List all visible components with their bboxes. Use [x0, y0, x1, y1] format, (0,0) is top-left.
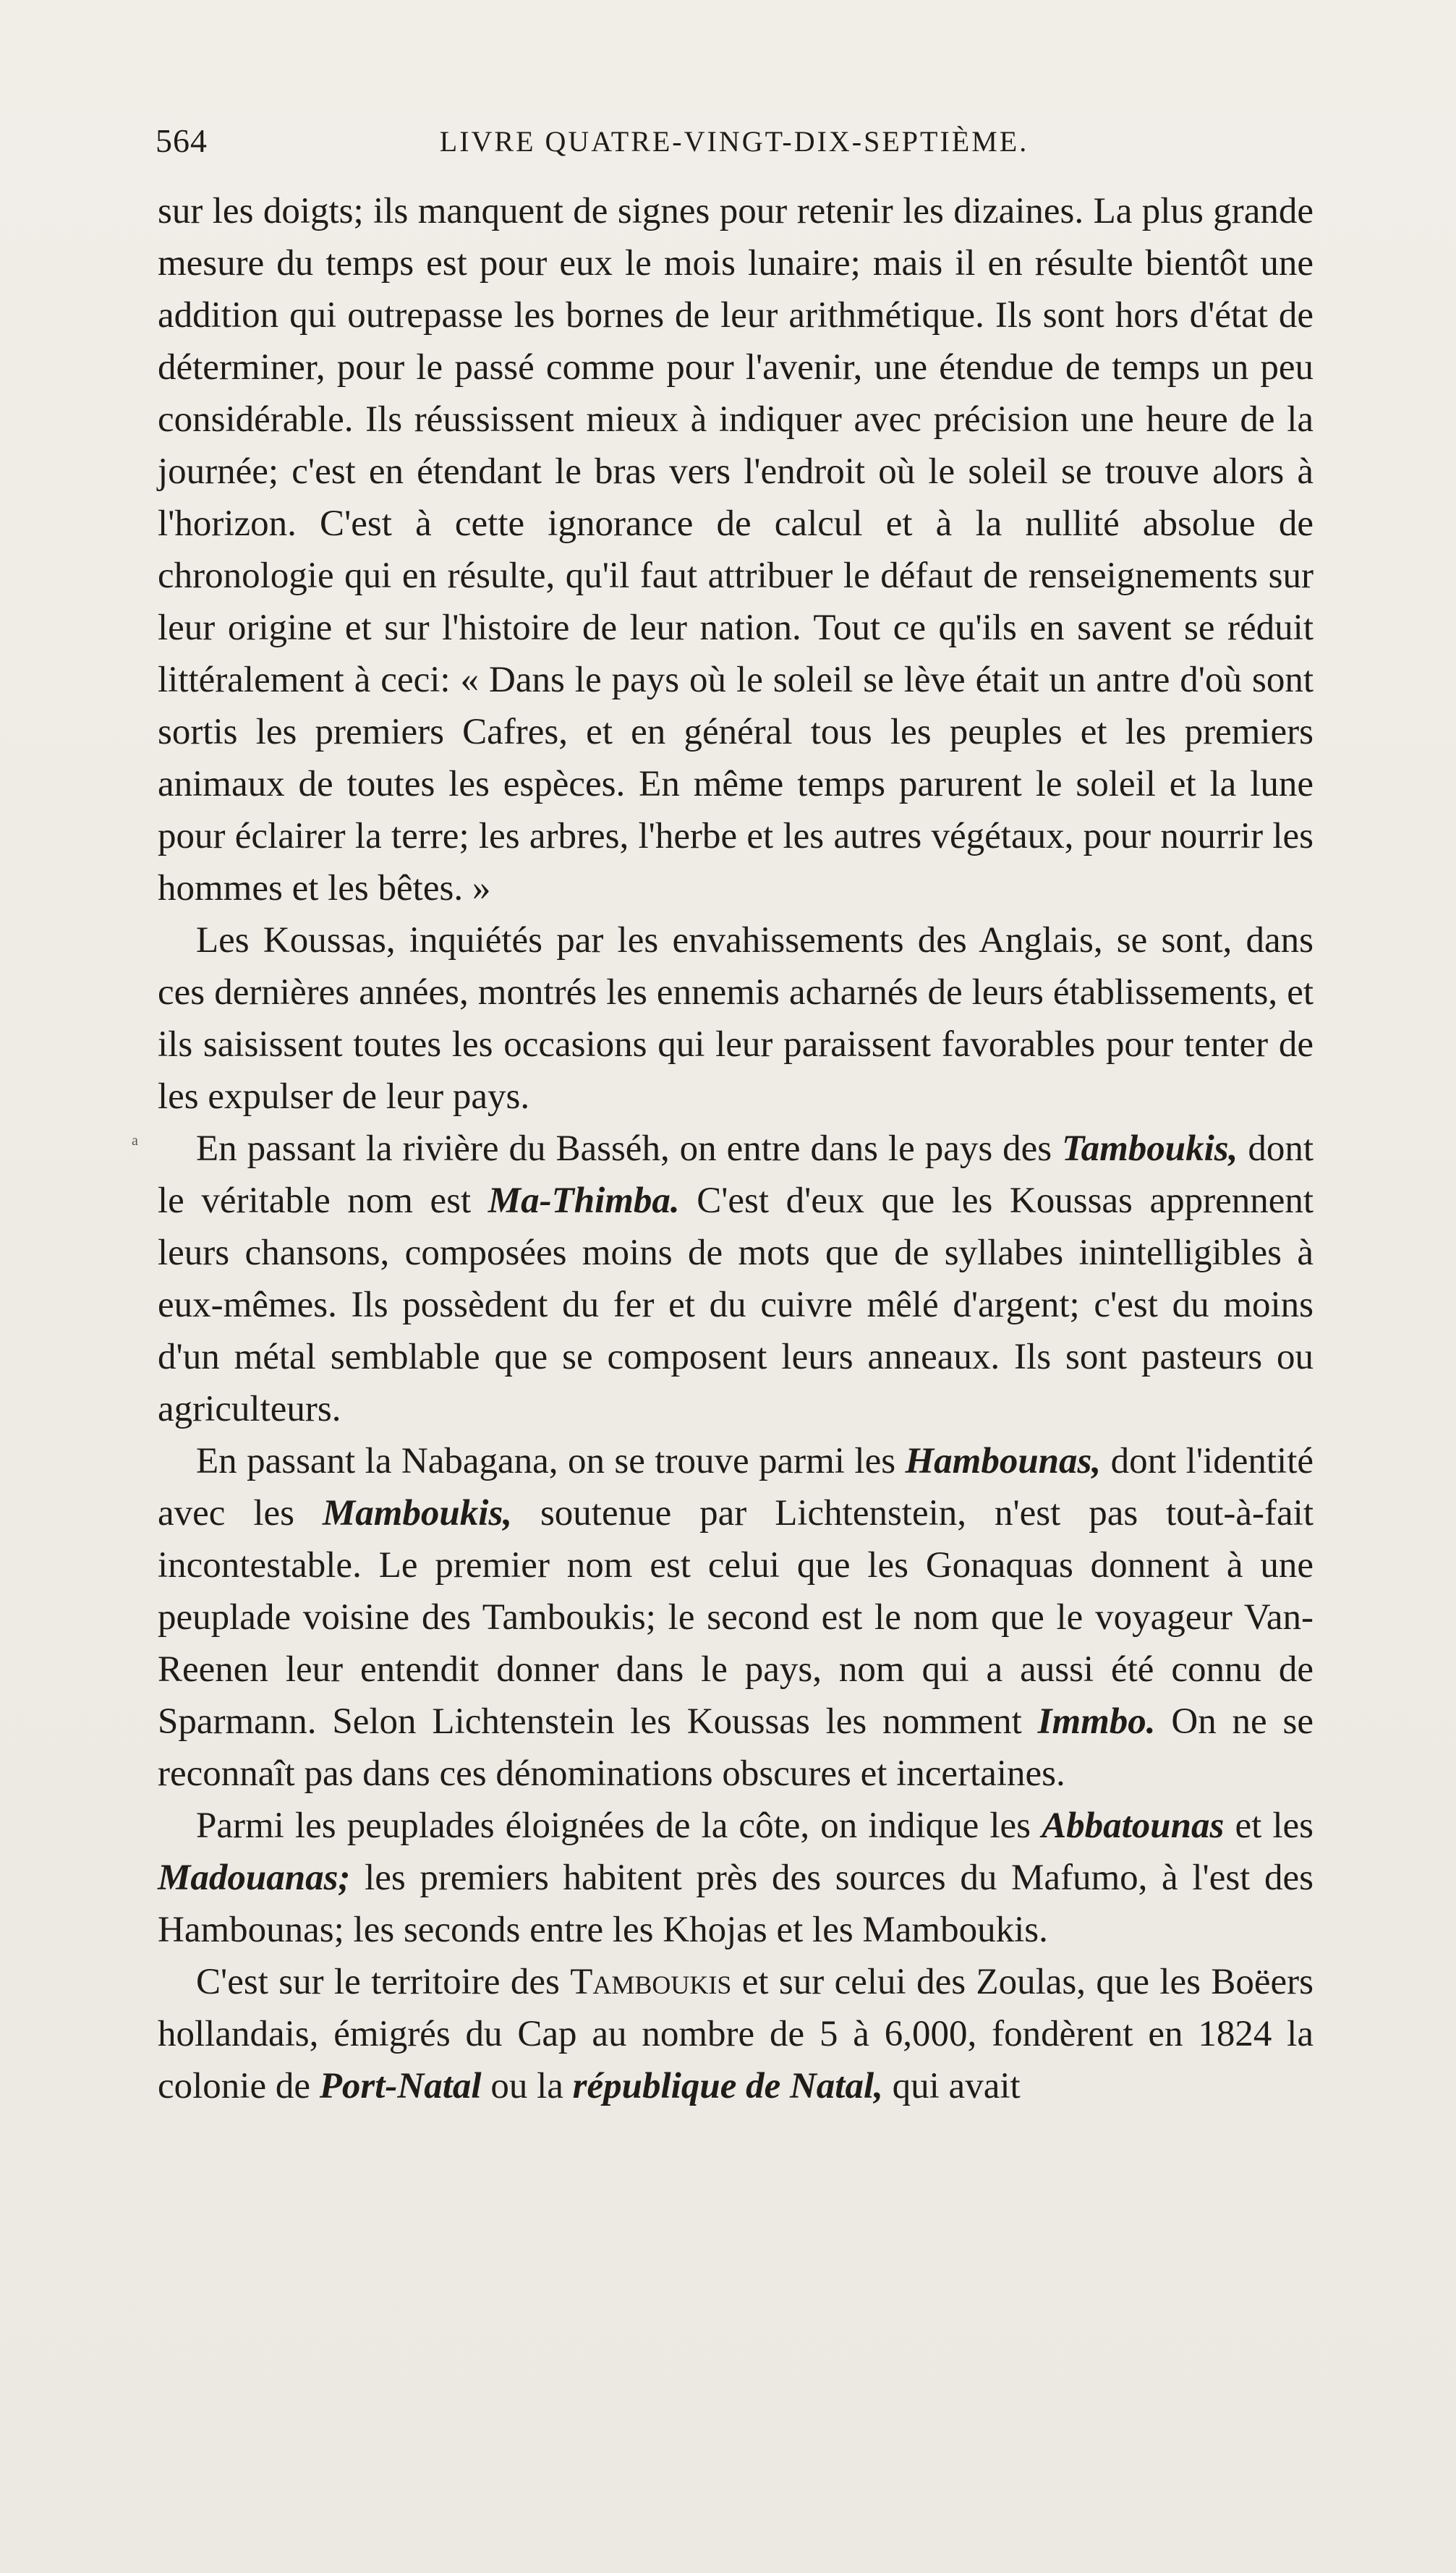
text-run: dont le véritable nom est — [158, 1128, 1314, 1221]
body-text — [158, 185, 1314, 2112]
italic-term: Madouanas; — [158, 1858, 351, 1898]
text-run: On ne se reconnaît pas dans ces dénominations obscures et incertaines. — [158, 1701, 1314, 1794]
italic-term: Mamboukis, — [322, 1493, 513, 1534]
paragraph — [158, 1800, 1314, 1956]
text-run: C'est d'eux que les Koussas apprennent leurs chansons, composées moins de mots que de syllabes inintelligibles à eux-mêmes. Ils possèdent du fer et du cuivre mêlé d'argent; c'est du moins d'un métal semblable que se composent leurs anneaux. Ils sont pasteurs ou agriculteurs. — [158, 1181, 1314, 1429]
paragraph — [158, 1123, 1314, 1435]
text-run: Les Koussas, inquiétés par les envahissements des Anglais, se sont, dans ces dernières années, montrés les ennemis acharnés de leurs établissements, et ils saisissent toutes les occasions qui leur paraissent favorables pour tenter de les expulser de leur pays. — [158, 920, 1314, 1117]
italic-term: Immbo. — [1037, 1701, 1156, 1742]
paragraph — [158, 1435, 1314, 1800]
text-run: dont l'identité avec les — [158, 1441, 1314, 1534]
text-run: les premiers habitent près des sources du Mafumo, à l'est des Hambounas; les seconds entre les Khojas et les Mamboukis. — [158, 1858, 1314, 1950]
italic-term: Tamboukis, — [1062, 1128, 1238, 1169]
paragraph — [158, 914, 1314, 1123]
small-caps-term: Tamboukis — [570, 1962, 732, 2002]
italic-term: Port-Natal — [319, 2066, 482, 2106]
page-number: 564 — [156, 122, 208, 159]
italic-term: Ma-Thimba. — [488, 1181, 680, 1221]
text-run: ou la — [481, 2066, 573, 2106]
italic-term: Hambounas, — [905, 1441, 1102, 1481]
text-run: sur les doigts; ils manquent de signes pour retenir les dizaines. La plus grande mesure du temps est pour eux le mois lunaire; mais il en résulte bientôt une addition qui outrepasse les bornes de leur arithmétique. Ils sont hors d'état de déterminer, pour le passé comme pour l'avenir, une étendue de temps un peu considérable. Ils réussissent mieux à indiquer avec précision une heure de la journée; c'est en étendant le bras vers l'endroit où le soleil se trouve alors à l'horizon. C'est à cette ignorance de calcul et à la nullité absolue de chronologie qui en résulte, qu'il faut attribuer le défaut de renseignements sur leur origine et sur l'histoire de leur nation. Tout ce qu'ils en savent se réduit littéralement à ceci: « Dans le pays où le soleil se lève était un antre d'où sont sortis les premiers Cafres, et en général tous les peuples et les premiers animaux de toutes les espèces. En même temps parurent le soleil et la lune pour éclairer la terre; les arbres, l'herbe et les autres végétaux, pour nourrir les hommes et les bêtes. » — [158, 191, 1314, 909]
paragraph — [158, 1956, 1314, 2112]
text-run: qui avait — [882, 2066, 1021, 2106]
text-run: C'est sur le territoire des — [196, 1962, 571, 2002]
italic-term: Abbatounas — [1042, 1806, 1225, 1846]
running-title: LIVRE QUATRE-VINGT-DIX-SEPTIÈME. — [439, 125, 1029, 158]
paragraph — [158, 185, 1314, 914]
text-run: et les — [1224, 1806, 1314, 1846]
italic-term: république de Natal, — [572, 2066, 883, 2106]
margin-mark: a — [132, 1133, 138, 1149]
text-run: soutenue par Lichtenstein, n'est pas tout-à-fait incontestable. Le premier nom est celui que les Gonaquas donnent à une peuplade voisine des Tamboukis; le second est le nom que le voyageur Van-Reenen leur entendit donner dans le pays, nom qui a aussi été connu de Sparmann. Selon Lichtenstein les Koussas les nomment — [158, 1493, 1314, 1742]
text-run: En passant la rivière du Basséh, on entre dans le pays des — [196, 1128, 1063, 1169]
text-run: En passant la Nabagana, on se trouve parmi les — [196, 1441, 906, 1481]
text-run: Parmi les peuplades éloignées de la côte, on indique les — [196, 1806, 1042, 1846]
running-head — [156, 122, 1313, 165]
text-run: et sur celui des Zoulas, que les Boëers hollandais, émigrés du Cap au nombre de 5 à 6,000, fondèrent en 1824 la colonie de — [158, 1962, 1314, 2106]
